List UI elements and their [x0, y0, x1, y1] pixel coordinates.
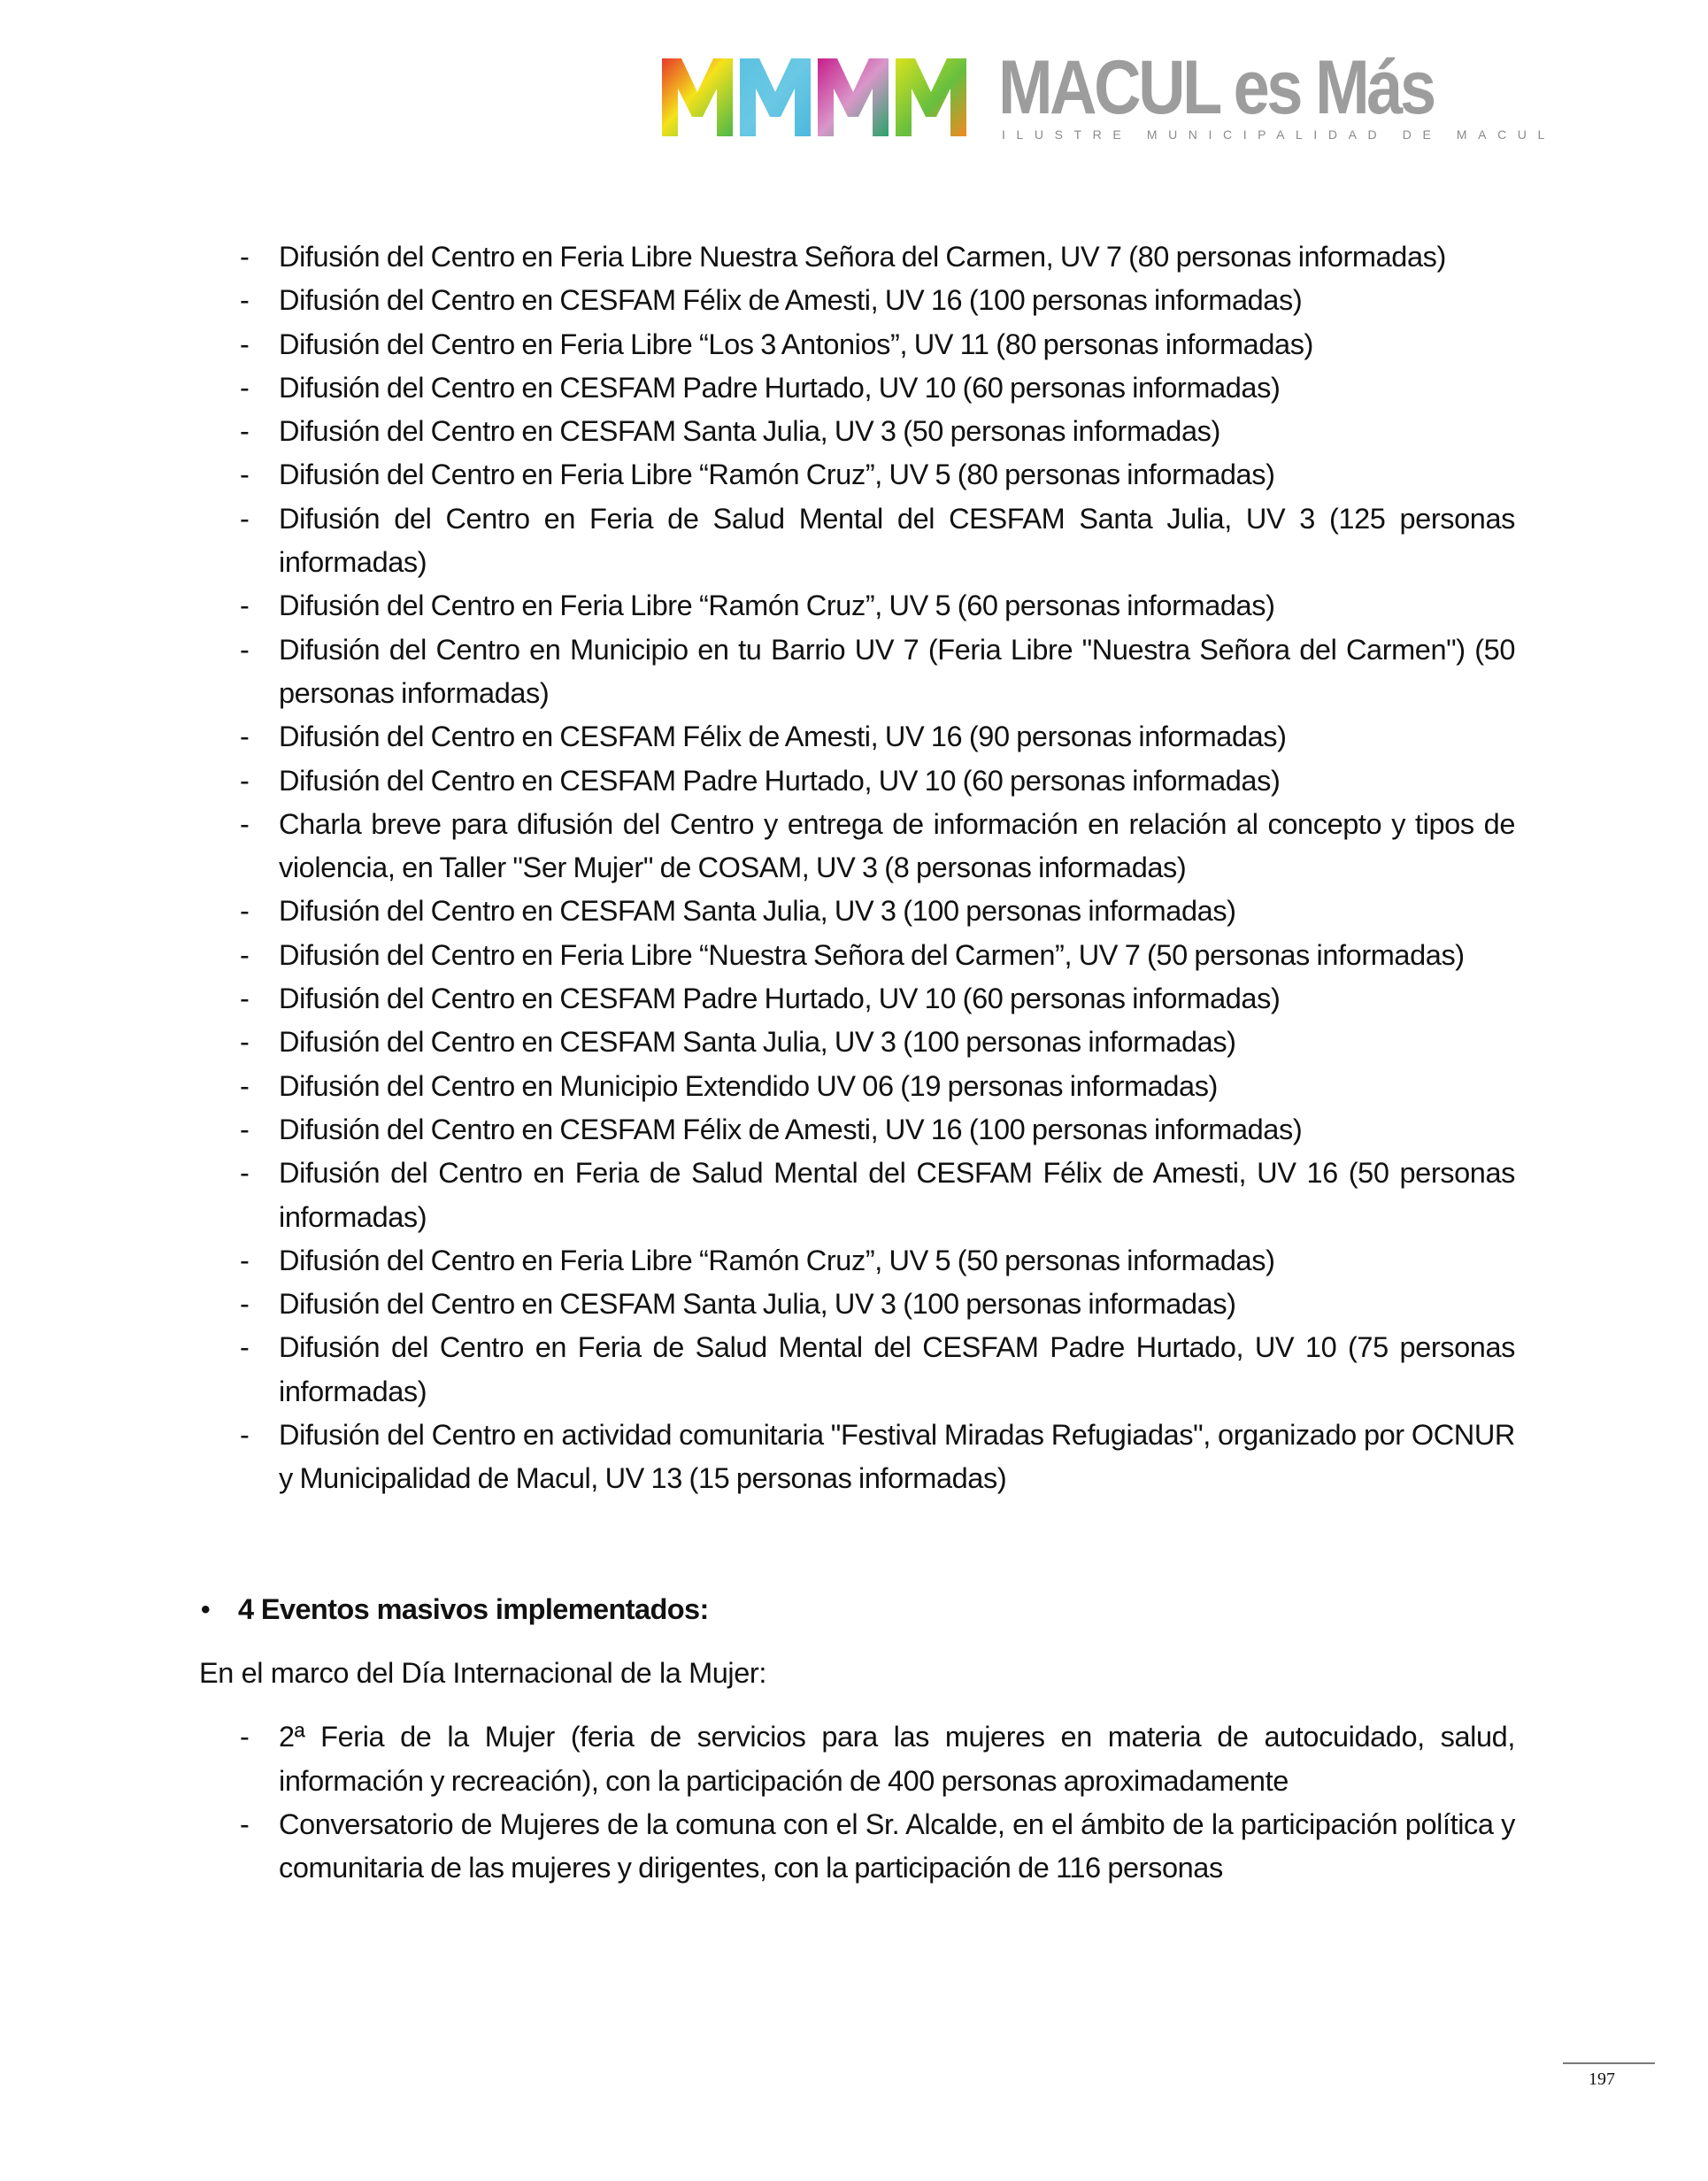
- dash-marker-icon: -: [240, 983, 250, 1015]
- list-item: [199, 366, 1515, 410]
- municipality-logo: [662, 45, 1556, 143]
- list-item: [199, 803, 1515, 890]
- list-item-text: Difusión del Centro en Municipio Extendido UV 06 (19 personas informadas): [279, 1069, 1218, 1102]
- bullet-icon: •: [201, 1594, 210, 1624]
- list-item: [199, 497, 1515, 585]
- dash-marker-icon: -: [240, 1157, 250, 1190]
- list-item-text: Difusión del Centro en Feria Libre “Nuestra Señora del Carmen”, UV 7 (50 personas informadas): [279, 938, 1465, 971]
- list-item-text: Difusión del Centro en actividad comunitaria "Festival Miradas Refugiadas", organizado por OCNUR y Municipalidad de Macul, UV 13 (15 personas informadas): [279, 1419, 1515, 1495]
- logo-letter-m-icon: [818, 58, 889, 136]
- list-item: [199, 759, 1515, 803]
- document-body: [199, 235, 1515, 1890]
- dash-marker-icon: -: [240, 1419, 250, 1452]
- dash-marker-icon: -: [240, 1026, 250, 1059]
- dash-marker-icon: -: [240, 241, 250, 273]
- dash-marker-icon: -: [240, 938, 250, 971]
- dash-marker-icon: -: [240, 371, 250, 404]
- list-item: [199, 1065, 1515, 1108]
- page-number: 197: [1589, 2069, 1615, 2089]
- list-item: [199, 977, 1515, 1021]
- list-item-text: Difusión del Centro en CESFAM Santa Julia, UV 3 (100 personas informadas): [279, 1026, 1236, 1059]
- logo-subtitle: ILUSTRE MUNICIPALIDAD DE MACUL: [1002, 127, 1556, 142]
- list-item: [199, 1803, 1515, 1891]
- dash-marker-icon: -: [240, 1331, 250, 1364]
- list-item-text: Difusión del Centro en Feria de Salud Mental del CESFAM Félix de Amesti, UV 16 (50 personas informadas): [279, 1157, 1515, 1233]
- list-item-text: Difusión del Centro en Feria Libre “Ramón Cruz”, UV 5 (60 personas informadas): [279, 590, 1275, 622]
- dash-marker-icon: -: [240, 807, 250, 840]
- dash-marker-icon: -: [240, 895, 250, 928]
- list-item: [199, 584, 1515, 628]
- dash-marker-icon: -: [240, 1069, 250, 1102]
- footer-divider: [1563, 2062, 1655, 2064]
- dash-marker-icon: -: [240, 721, 250, 753]
- dash-marker-icon: -: [240, 328, 250, 360]
- list-item: [199, 1152, 1515, 1239]
- section-heading: [199, 1588, 1515, 1631]
- list-item-text: Difusión del Centro en CESFAM Félix de Amesti, UV 16 (100 personas informadas): [279, 284, 1303, 317]
- list-item: [199, 235, 1515, 279]
- list-item-text: Difusión del Centro en CESFAM Santa Julia, UV 3 (100 personas informadas): [279, 895, 1236, 928]
- list-item: [199, 453, 1515, 497]
- logo-letter-m-icon: [740, 58, 811, 136]
- difusion-list: [199, 235, 1515, 1501]
- list-item-text: Difusión del Centro en Municipio en tu Barrio UV 7 (Feria Libre "Nuestra Señora del Carmen") (50 personas informadas): [279, 633, 1515, 709]
- list-item: [199, 1021, 1515, 1064]
- list-item-text: 2ª Feria de la Mujer (feria de servicios para las mujeres en materia de autocuidado, salud, información y recreación), con la participación de 400 personas aproximadamente: [279, 1721, 1515, 1797]
- list-item-text: Difusión del Centro en Feria Libre Nuestra Señora del Carmen, UV 7 (80 personas informadas): [279, 241, 1446, 273]
- list-item-text: Difusión del Centro en Feria de Salud Mental del CESFAM Santa Julia, UV 3 (125 personas informadas): [279, 502, 1515, 579]
- dash-marker-icon: -: [240, 590, 250, 622]
- list-item-text: Difusión del Centro en CESFAM Santa Julia, UV 3 (100 personas informadas): [279, 1288, 1236, 1321]
- dash-marker-icon: -: [240, 1721, 250, 1753]
- list-item: [199, 890, 1515, 933]
- dash-marker-icon: -: [240, 502, 250, 535]
- list-item-text: Difusión del Centro en CESFAM Padre Hurtado, UV 10 (60 personas informadas): [279, 764, 1281, 797]
- list-item-text: Difusión del Centro en CESFAM Félix de Amesti, UV 16 (90 personas informadas): [279, 721, 1287, 753]
- list-item: [199, 1326, 1515, 1414]
- logo-wordmark: MACUL es Más: [998, 45, 1434, 130]
- list-item: [199, 279, 1515, 322]
- list-item: [199, 628, 1515, 716]
- dash-marker-icon: -: [240, 1807, 250, 1840]
- logo-letter-m-icon: [896, 58, 966, 136]
- dash-marker-icon: -: [240, 284, 250, 317]
- dash-marker-icon: -: [240, 1244, 250, 1276]
- list-item: [199, 715, 1515, 759]
- list-item-text: Difusión del Centro en CESFAM Padre Hurtado, UV 10 (60 personas informadas): [279, 371, 1281, 404]
- dash-marker-icon: -: [240, 764, 250, 797]
- dash-marker-icon: -: [240, 415, 250, 448]
- list-item-text: Difusión del Centro en Feria de Salud Mental del CESFAM Padre Hurtado, UV 10 (75 personas informadas): [279, 1331, 1515, 1407]
- section-heading-text: 4 Eventos masivos implementados:: [238, 1592, 709, 1625]
- list-item: [199, 323, 1515, 366]
- list-item: [199, 1283, 1515, 1326]
- list-item-text: Charla breve para difusión del Centro y entrega de información en relación al concepto y tipos de violencia, en Taller "Ser Mujer" de COSAM, UV 3 (8 personas informadas): [279, 807, 1515, 884]
- logo-letter-m-icon: [662, 58, 733, 136]
- list-item: [199, 1414, 1515, 1501]
- dash-marker-icon: -: [240, 1288, 250, 1321]
- list-item: [199, 934, 1515, 977]
- list-item: [199, 1108, 1515, 1152]
- list-item: [199, 1715, 1515, 1803]
- events-list: [199, 1715, 1515, 1890]
- list-item-text: Conversatorio de Mujeres de la comuna con el Sr. Alcalde, en el ámbito de la participación política y comunitaria de las mujeres y dirigentes, con la participación de 116 personas: [279, 1807, 1515, 1884]
- list-item: [199, 410, 1515, 453]
- list-item-text: Difusión del Centro en Feria Libre “Ramón Cruz”, UV 5 (80 personas informadas): [279, 459, 1275, 491]
- list-item-text: Difusión del Centro en Feria Libre “Los 3 Antonios”, UV 11 (80 personas informadas): [279, 328, 1313, 360]
- dash-marker-icon: -: [240, 459, 250, 491]
- list-item: [199, 1239, 1515, 1283]
- list-item-text: Difusión del Centro en Feria Libre “Ramón Cruz”, UV 5 (50 personas informadas): [279, 1244, 1275, 1276]
- list-item-text: Difusión del Centro en CESFAM Padre Hurtado, UV 10 (60 personas informadas): [279, 983, 1281, 1015]
- dash-marker-icon: -: [240, 1113, 250, 1145]
- section-intro: En el marco del Día Internacional de la Mujer:: [199, 1656, 766, 1689]
- dash-marker-icon: -: [240, 633, 250, 666]
- list-item-text: Difusión del Centro en CESFAM Santa Julia, UV 3 (50 personas informadas): [279, 415, 1220, 448]
- list-item-text: Difusión del Centro en CESFAM Félix de Amesti, UV 16 (100 personas informadas): [279, 1113, 1303, 1145]
